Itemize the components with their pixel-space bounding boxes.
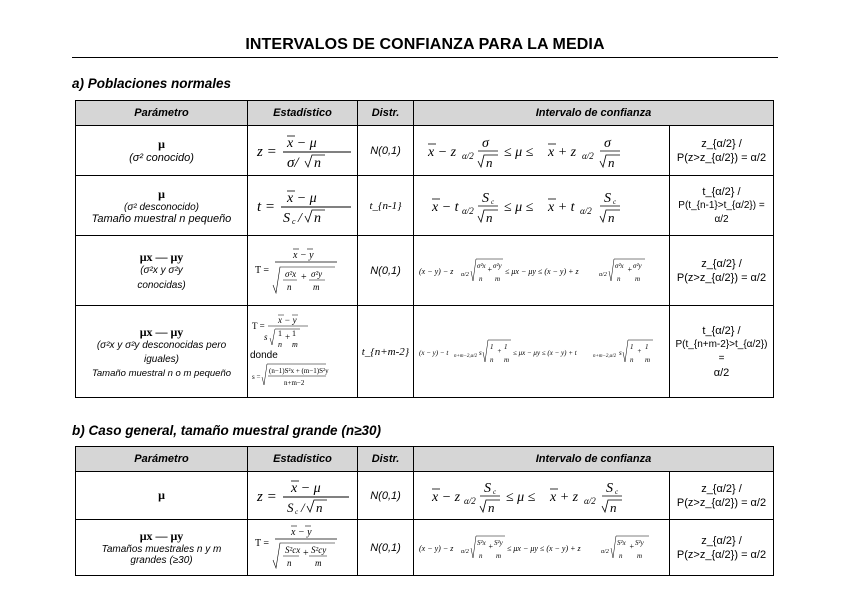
distr-cell: t_{n-1} <box>358 176 414 236</box>
param-desc: (σ²x y σ²y desconocidas pero <box>96 339 227 351</box>
interval-cell <box>414 306 670 398</box>
distr-cell: N(0,1) <box>358 126 414 176</box>
statistic-formula <box>253 522 353 574</box>
prob-line2: P(z>z_{α/2}) = α/2 <box>676 548 767 561</box>
svg-text:≤ μ ≤: ≤ μ ≤ <box>503 199 533 215</box>
svg-text:x − y: x − y <box>292 249 314 261</box>
svg-text:n: n <box>286 281 291 292</box>
svg-text:σ²x: σ²x <box>477 261 486 270</box>
statistic-cell <box>248 126 358 176</box>
svg-text:c: c <box>294 507 298 516</box>
interval-cell <box>414 176 670 236</box>
svg-text:n: n <box>487 499 494 515</box>
svg-text:n: n <box>609 499 616 515</box>
svg-text:≤ μ ≤: ≤ μ ≤ <box>505 489 535 505</box>
header-parametro: Parámetro <box>76 447 248 472</box>
statistic-donde: donde <box>250 350 278 361</box>
svg-text:x − z: x − z <box>427 144 456 160</box>
svg-text:S: S <box>483 480 491 496</box>
svg-text:s: s <box>619 348 622 357</box>
statistic-cell <box>248 306 358 398</box>
svg-text:≤ μ ≤: ≤ μ ≤ <box>503 144 533 160</box>
interval-cell <box>414 520 670 576</box>
svg-text:+: + <box>285 332 291 342</box>
svg-text:m: m <box>312 281 319 292</box>
interval-cell <box>414 236 670 306</box>
prob-line2: P(z>z_{α/2}) = α/2 <box>676 496 767 509</box>
svg-text:σ: σ <box>603 135 611 151</box>
distr-cell: N(0,1) <box>358 236 414 306</box>
svg-text:m: m <box>495 274 501 283</box>
param-symbol: μx — μy <box>139 324 184 339</box>
svg-text:m: m <box>292 340 298 349</box>
prob-line2: P(z>z_{α/2}) = α/2 <box>676 151 767 164</box>
param-cell <box>76 472 248 520</box>
table-b-header-row <box>76 447 774 472</box>
svg-text:m: m <box>496 551 502 560</box>
param-desc2: iguales) <box>143 353 180 365</box>
prob-line2: P(z>z_{α/2}) = α/2 <box>676 271 767 284</box>
probability-cell <box>670 520 774 576</box>
param-desc: (σ² conocido) <box>129 152 194 164</box>
svg-text:α/2: α/2 <box>461 271 469 278</box>
title-underline <box>72 57 778 58</box>
prob-line1: t_{α/2} / <box>702 185 741 198</box>
param-cell <box>76 236 248 306</box>
prob-line1: t_{α/2} / <box>702 324 741 337</box>
svg-text:x − y: x − y <box>278 315 297 325</box>
svg-text:x − t: x − t <box>431 199 459 215</box>
param-cell <box>76 126 248 176</box>
svg-text:n: n <box>315 499 322 515</box>
svg-text:σ²x: σ²x <box>284 268 296 279</box>
param-desc: Tamaños muestrales n y m <box>101 544 222 555</box>
svg-text:(x − y) − z: (x − y) − z <box>419 266 454 276</box>
svg-text:S: S <box>282 210 290 226</box>
table-large-sample <box>75 446 774 576</box>
statistic-formula <box>253 243 353 299</box>
interval-formula <box>417 332 667 372</box>
svg-text:n: n <box>479 274 483 283</box>
table-row <box>76 472 774 520</box>
table-a-header-row <box>76 101 774 126</box>
svg-text:+: + <box>488 541 494 551</box>
svg-text:≤ μx − μy ≤ (x − y) + z: ≤ μx − μy ≤ (x − y) + z <box>507 543 581 553</box>
svg-text:S: S <box>603 190 611 206</box>
distr-cell: t_{n+m-2} <box>358 306 414 398</box>
table-row <box>76 236 774 306</box>
svg-text:1: 1 <box>292 329 296 338</box>
table-row <box>76 126 774 176</box>
statistic-formula <box>253 131 353 171</box>
interval-formula <box>422 186 662 226</box>
prob-line2: P(t_{n-1}>t_{α/2}) = α/2 <box>678 199 765 225</box>
svg-text:x − z: x − z <box>431 489 460 505</box>
svg-text:+: + <box>629 541 635 551</box>
statistic-cell <box>248 236 358 306</box>
svg-text:t =: t = <box>256 198 275 215</box>
svg-text:c: c <box>492 487 496 496</box>
header-parametro: Parámetro <box>76 101 248 126</box>
table-row <box>76 520 774 576</box>
interval-formula <box>422 476 662 516</box>
svg-text:1: 1 <box>630 342 634 351</box>
distr-cell: N(0,1) <box>358 520 414 576</box>
svg-text:1: 1 <box>278 329 282 338</box>
header-distr: Distr. <box>358 101 414 126</box>
prob-line3: α/2 <box>713 366 730 379</box>
svg-text:n: n <box>313 210 321 226</box>
svg-text:+: + <box>497 346 502 355</box>
svg-text:x − μ: x − μ <box>290 480 321 496</box>
svg-text:n: n <box>278 340 282 349</box>
statistic-cell <box>248 176 358 236</box>
svg-text:z =: z = <box>256 143 277 160</box>
section-b-heading: b) Caso general, tamaño muestral grande (n≥30) <box>72 423 381 438</box>
svg-text:α/2: α/2 <box>579 205 592 216</box>
svg-text:+: + <box>487 264 493 274</box>
svg-text:/: / <box>300 499 305 515</box>
param-cell <box>76 176 248 236</box>
svg-text:n+m−2,α/2: n+m−2,α/2 <box>454 353 478 359</box>
svg-text:s: s <box>479 348 482 357</box>
probability-cell <box>670 472 774 520</box>
param-symbol: μ <box>158 186 165 201</box>
svg-text:m: m <box>314 557 321 568</box>
svg-text:1: 1 <box>490 342 494 351</box>
probability-cell <box>670 306 774 398</box>
interval-cell <box>414 472 670 520</box>
svg-text:(n−1)S²x + (m−1)S²y: (n−1)S²x + (m−1)S²y <box>269 367 329 375</box>
statistic-formula <box>250 312 350 350</box>
prob-line1: z_{α/2} / <box>701 534 742 547</box>
svg-text:S²y: S²y <box>635 538 644 547</box>
svg-text:1: 1 <box>504 342 508 351</box>
svg-text:≤ μx − μy ≤ (x − y) + z: ≤ μx − μy ≤ (x − y) + z <box>505 266 579 276</box>
prob-line1: z_{α/2} / <box>701 257 742 270</box>
interval-cell <box>414 126 670 176</box>
svg-text:σ²y: σ²y <box>310 268 322 279</box>
param-symbol: μx — μy <box>139 250 184 264</box>
svg-text:m: m <box>504 355 510 364</box>
distr-cell: N(0,1) <box>358 472 414 520</box>
svg-text:S²x: S²x <box>617 538 626 547</box>
param-desc2: grandes (≥30) <box>130 555 193 566</box>
page-title: INTERVALOS DE CONFIANZA PARA LA MEDIA <box>245 36 605 53</box>
prob-line1: z_{α/2} / <box>701 137 742 150</box>
statistic-formula-s <box>250 361 350 391</box>
svg-text:S: S <box>286 499 293 515</box>
param-symbol: μx — μy <box>139 529 184 543</box>
statistic-cell <box>248 472 358 520</box>
prob-line1: z_{α/2} / <box>701 482 742 495</box>
svg-text:(x − y) − t: (x − y) − t <box>419 348 449 357</box>
svg-text:S: S <box>605 480 613 496</box>
svg-text:σ²y: σ²y <box>633 261 642 270</box>
svg-text:n: n <box>479 551 483 560</box>
interval-formula <box>417 251 667 291</box>
header-intervalo: Intervalo de confianza <box>414 101 774 126</box>
interval-formula <box>422 131 662 171</box>
svg-text:c: c <box>490 197 494 206</box>
statistic-formula <box>253 476 353 516</box>
svg-text:x + z: x + z <box>549 489 578 505</box>
svg-text:n: n <box>490 355 494 364</box>
svg-text:x − μ: x − μ <box>286 135 317 151</box>
prob-line2: P(t_{n+m-2}>t_{α/2}) = <box>675 338 768 364</box>
header-distr: Distr. <box>358 447 414 472</box>
svg-text:z =: z = <box>256 488 277 505</box>
param-symbol: μ <box>158 137 165 151</box>
table-normal-populations <box>75 100 774 398</box>
svg-text:σ²x: σ²x <box>615 261 624 270</box>
svg-text:s: s <box>264 332 268 342</box>
svg-text:S²y: S²y <box>494 538 503 547</box>
svg-text:+: + <box>627 264 633 274</box>
svg-text:α/2: α/2 <box>461 205 474 216</box>
svg-text:S²x: S²x <box>477 538 486 547</box>
svg-text:x − μ: x − μ <box>286 190 317 206</box>
svg-text:n: n <box>607 154 614 170</box>
svg-text:S²cy: S²cy <box>310 544 326 555</box>
svg-text:T =: T = <box>254 537 269 549</box>
svg-text:α/2: α/2 <box>581 150 594 161</box>
param-desc2: Tamaño muestral n pequeño <box>91 212 232 225</box>
header-intervalo: Intervalo de confianza <box>414 447 774 472</box>
header-estadistico: Estadístico <box>248 101 358 126</box>
header-estadistico: Estadístico <box>248 447 358 472</box>
svg-text:c: c <box>614 487 618 496</box>
svg-text:T =: T = <box>252 321 265 331</box>
svg-text:n+m−2: n+m−2 <box>284 379 305 387</box>
svg-text:n: n <box>617 274 621 283</box>
svg-text:c: c <box>291 216 296 226</box>
param-desc: (σ²x y σ²y <box>140 265 183 276</box>
svg-text:n: n <box>313 155 321 171</box>
svg-text:n: n <box>619 551 623 560</box>
svg-text:σ/: σ/ <box>286 154 299 171</box>
svg-text:1: 1 <box>645 342 649 351</box>
svg-text:x − y: x − y <box>290 526 312 538</box>
statistic-cell <box>248 520 358 576</box>
svg-text:S: S <box>481 190 489 206</box>
param-cell <box>76 306 248 398</box>
svg-text:σ²y: σ²y <box>493 261 502 270</box>
svg-text:+: + <box>637 346 642 355</box>
svg-text:α/2: α/2 <box>599 271 607 278</box>
svg-text:/: / <box>297 210 302 226</box>
param-desc: (σ² desconocido) <box>124 201 199 213</box>
svg-text:c: c <box>612 197 616 206</box>
svg-text:n: n <box>485 154 492 170</box>
svg-text:n+m−2,α/2: n+m−2,α/2 <box>593 353 617 359</box>
interval-formula <box>417 528 667 568</box>
param-symbol: μ <box>158 488 165 502</box>
probability-cell <box>670 236 774 306</box>
svg-text:S²cx: S²cx <box>284 544 300 555</box>
svg-text:+: + <box>300 271 307 283</box>
param-desc3: Tamaño muestral n o m pequeño <box>91 367 232 379</box>
svg-text:n: n <box>485 209 492 225</box>
svg-text:n: n <box>286 557 291 568</box>
statistic-formula <box>253 186 353 226</box>
svg-text:n: n <box>630 355 634 364</box>
svg-text:s =: s = <box>252 373 261 381</box>
probability-cell <box>670 126 774 176</box>
table-row <box>76 176 774 236</box>
table-row <box>76 306 774 398</box>
svg-text:α/2: α/2 <box>583 495 596 506</box>
svg-text:α/2: α/2 <box>461 548 469 555</box>
svg-text:+: + <box>302 547 309 559</box>
svg-text:m: m <box>645 355 651 364</box>
svg-text:α/2: α/2 <box>461 150 474 161</box>
param-cell <box>76 520 248 576</box>
svg-text:m: m <box>637 551 643 560</box>
svg-text:m: m <box>635 274 641 283</box>
svg-text:n: n <box>607 209 614 225</box>
svg-text:(x − y) − z: (x − y) − z <box>419 543 454 553</box>
section-a-heading: a) Poblaciones normales <box>72 76 232 91</box>
svg-text:≤ μx − μy ≤ (x − y) + t: ≤ μx − μy ≤ (x − y) + t <box>513 348 577 357</box>
svg-text:α/2: α/2 <box>463 495 476 506</box>
svg-text:x + t: x + t <box>547 199 575 215</box>
svg-text:σ: σ <box>481 135 489 151</box>
svg-text:T =: T = <box>254 264 269 276</box>
param-desc2: conocidas) <box>137 280 186 291</box>
svg-text:x + z: x + z <box>547 144 576 160</box>
svg-text:α/2: α/2 <box>601 548 609 555</box>
probability-cell <box>670 176 774 236</box>
